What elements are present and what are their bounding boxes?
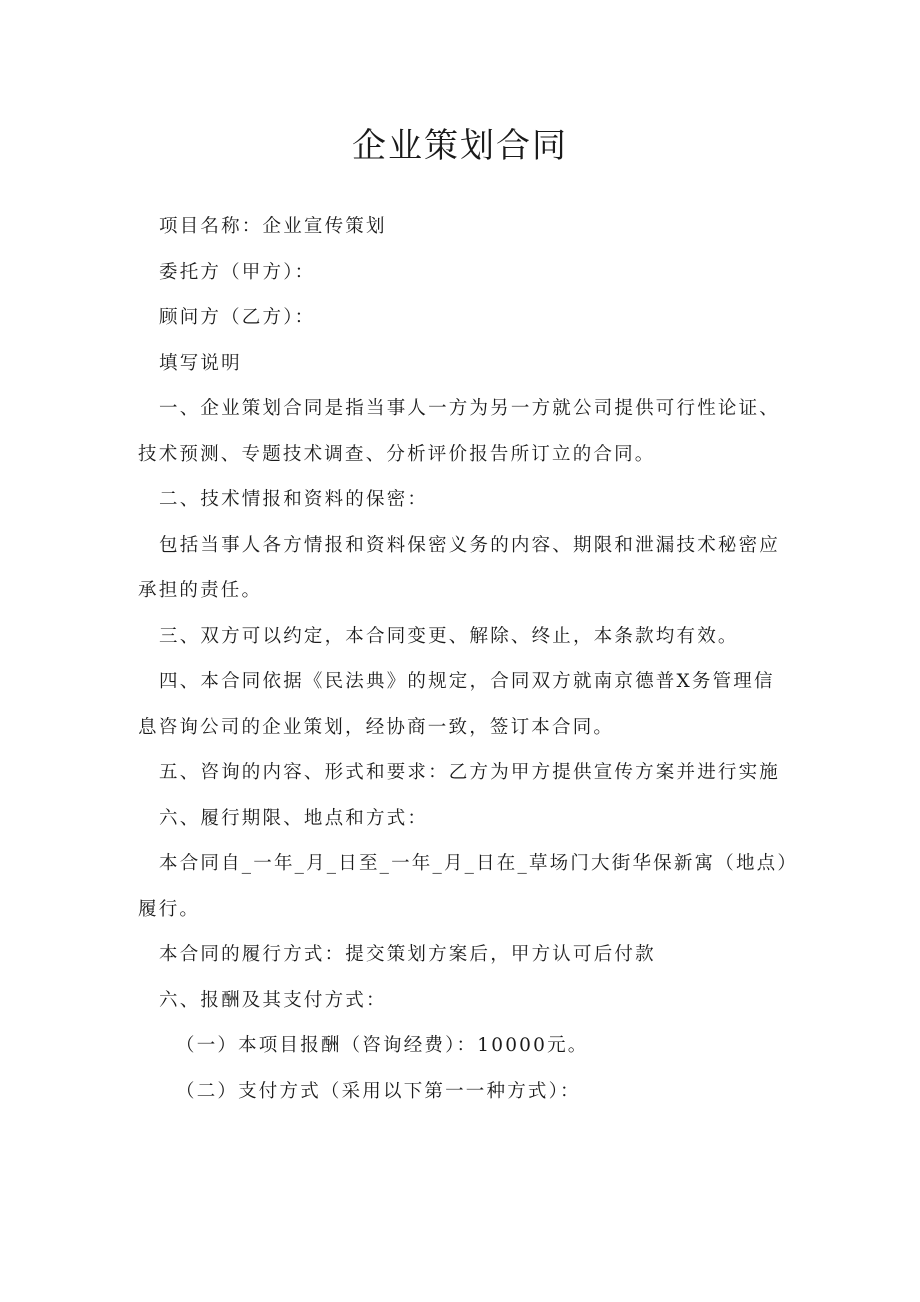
instructions-heading: 填写说明 [159, 352, 242, 374]
clause-2-body-paragraph: 包括当事人各方情报和资料保密义务的内容、期限和泄漏技术秘密应承担的责任。 [138, 534, 781, 601]
clause-5-paragraph: 五、咨询的内容、形式和要求：乙方为甲方提供宣传方案并进行实施 [159, 762, 781, 783]
clause-6-method-paragraph: 本合同的履行方式：提交策划方案后，甲方认可后付款 [159, 944, 656, 965]
party-a-line: 委托方（甲方）： [159, 261, 316, 283]
clause-7-payment-paragraph: （二）支付方式（采用以下第一一种方式）： [176, 1080, 581, 1102]
clause-4-paragraph: 四、本合同依据《民法典》的规定，合同双方就南京德普X务管理信息咨询公司的企业策划，经协商一致，签订本合同。 [138, 671, 775, 738]
clause-6-period-paragraph: 本合同自_一年_月_日至_一年_月_日在_草场门大街华保新寓（地点）履行。 [138, 853, 789, 920]
clause-6-heading: 六、履行期限、地点和方式： [159, 807, 429, 829]
document-body [138, 204, 794, 1114]
party-b-line: 顾问方（乙方）： [159, 307, 316, 328]
document-title: 企业策划合同 [352, 126, 568, 166]
project-name-line: 项目名称：企业宣传策划 [159, 216, 387, 237]
clause-3-paragraph: 三、双方可以约定，本合同变更、解除、终止，本条款均有效。 [159, 625, 739, 647]
clause-7-amount-paragraph: （一）本项目报酬（咨询经费）：10000元。 [176, 1035, 589, 1056]
clause-2-heading: 二、技术情报和资料的保密： [159, 489, 429, 510]
clause-1-paragraph: 一、企业策划合同是指当事人一方为另一方就公司提供可行性论证、技术预测、专题技术调查、分析评价报告所订立的合同。 [138, 398, 781, 465]
clause-7-heading: 六、报酬及其支付方式： [159, 989, 387, 1011]
